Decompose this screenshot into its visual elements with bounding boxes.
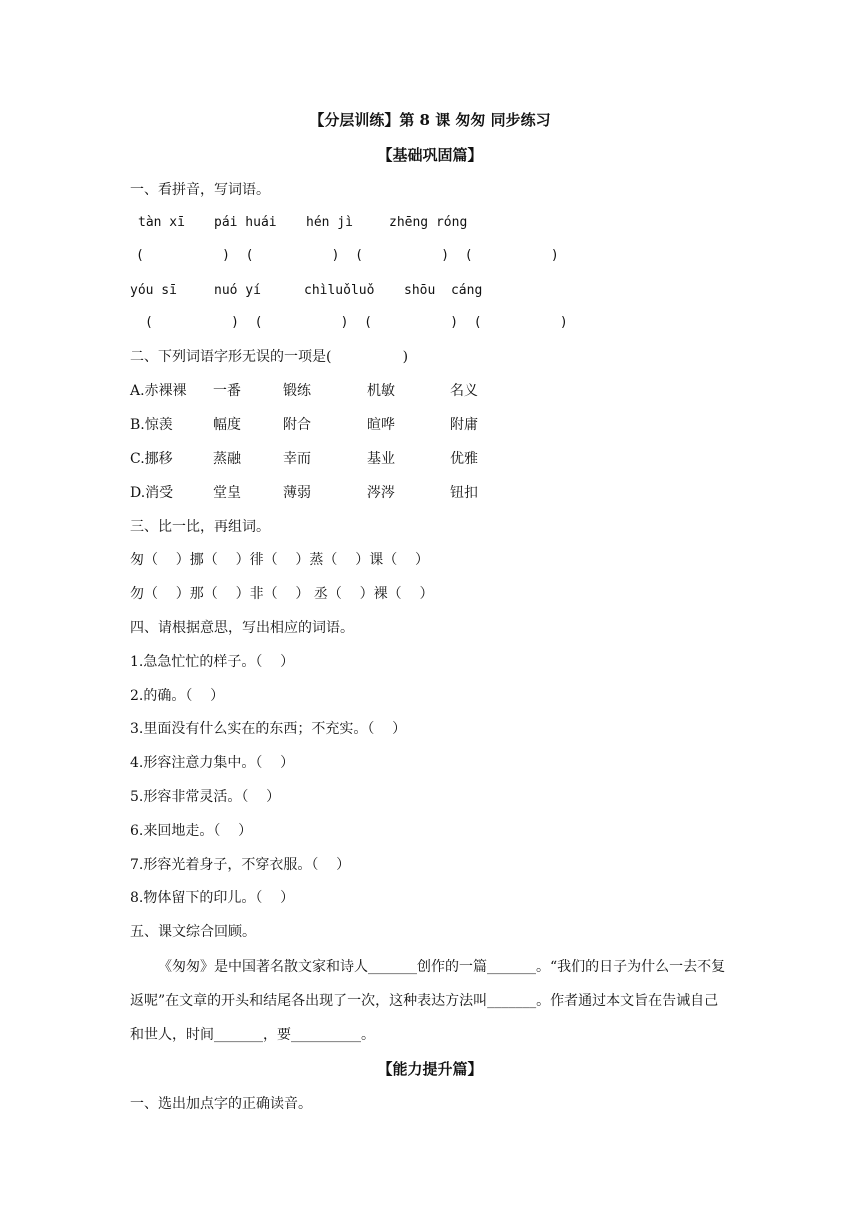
pinyin-4: zhēng róng xyxy=(389,215,468,230)
q1-heading: 一、看拼音，写词语。 xyxy=(130,182,270,198)
pinyin-6: nuó yí xyxy=(214,283,261,298)
answer-blanks-row1[interactable]: ( ) ( ) ( ) ( ) xyxy=(136,248,559,263)
q4-item[interactable]: 8.物体留下的印儿。（ ） xyxy=(130,890,295,906)
section-basic-heading: 【基础巩固篇】 xyxy=(377,146,483,164)
q4-item[interactable]: 6.来回地走。（ ） xyxy=(130,823,253,839)
option-d-word: 涔涔 xyxy=(367,485,395,501)
page-title: 【分层训练】第 8 课 匆匆 同步练习 xyxy=(309,111,551,129)
option-c-word: 优雅 xyxy=(450,451,478,467)
review-paragraph-text: 《匆匆》是中国著名散文家和诗人_______创作的一篇_______。“我们的日子为什么一去不复返呢”在文章的开头和结尾各出现了一次，这种表达方法叫_______。作者通过本文旨在告诫自己和世人，时间_______，要__________。 xyxy=(130,959,726,1043)
pinyin-7: chìluǒluǒ xyxy=(304,283,375,298)
option-c-word: 基业 xyxy=(367,451,395,467)
pinyin-8: shōu cáng xyxy=(404,283,483,298)
pinyin-2: pái huái xyxy=(214,215,277,230)
option-a-word: 锻练 xyxy=(283,383,311,399)
answer-blanks-row2[interactable]: ( ) ( ) ( ) ( ) xyxy=(145,315,568,330)
option-c-word: 蒸融 xyxy=(213,451,241,467)
option-a-word: 机敏 xyxy=(367,383,395,399)
option-a-label: A.赤裸裸 xyxy=(130,383,187,399)
option-a-word: 一番 xyxy=(213,383,241,399)
option-c-word: 幸而 xyxy=(283,451,311,467)
option-d-word: 堂皇 xyxy=(213,485,241,501)
option-d-word: 钮扣 xyxy=(450,485,478,501)
compare-row-1[interactable]: 匆（ ）挪（ ）徘（ ）蒸（ ）课（ ） xyxy=(130,552,430,568)
q4-heading: 四、请根据意思，写出相应的词语。 xyxy=(130,620,354,636)
option-d-label: D.消受 xyxy=(130,485,174,501)
q6-heading: 一、选出加点字的正确读音。 xyxy=(130,1096,312,1112)
pinyin-5: yóu sī xyxy=(130,283,177,298)
option-c-label: C.挪移 xyxy=(130,451,173,467)
option-a-word: 名义 xyxy=(450,383,478,399)
option-b-label: B.惊羡 xyxy=(130,417,173,433)
section-advanced-heading: 【能力提升篇】 xyxy=(377,1060,483,1078)
review-paragraph[interactable] xyxy=(130,950,730,1052)
q4-item[interactable]: 4.形容注意力集中。（ ） xyxy=(130,755,295,771)
q3-heading: 三、比一比，再组词。 xyxy=(130,519,270,535)
compare-row-2[interactable]: 勿（ ）那（ ）非（ ） 丞（ ）裸（ ） xyxy=(130,586,434,602)
option-b-word: 暄哗 xyxy=(367,417,395,433)
q4-item[interactable]: 2.的确。（ ） xyxy=(130,688,225,704)
q5-heading: 五、课文综合回顾。 xyxy=(130,924,256,940)
q2-heading: 二、下列词语字形无误的一项是( ) xyxy=(130,349,409,365)
pinyin-1: tàn xī xyxy=(138,215,185,230)
q4-item[interactable]: 5.形容非常灵活。（ ） xyxy=(130,789,281,805)
pinyin-3: hén jì xyxy=(306,215,353,230)
option-d-word: 薄弱 xyxy=(283,485,311,501)
option-b-word: 幅度 xyxy=(213,417,241,433)
q4-item[interactable]: 1.急急忙忙的样子。（ ） xyxy=(130,654,295,670)
option-b-word: 附庸 xyxy=(450,417,478,433)
option-b-word: 附合 xyxy=(283,417,311,433)
q4-item[interactable]: 3.里面没有什么实在的东西；不充实。（ ） xyxy=(130,721,407,737)
q4-item[interactable]: 7.形容光着身子，不穿衣服。（ ） xyxy=(130,857,351,873)
